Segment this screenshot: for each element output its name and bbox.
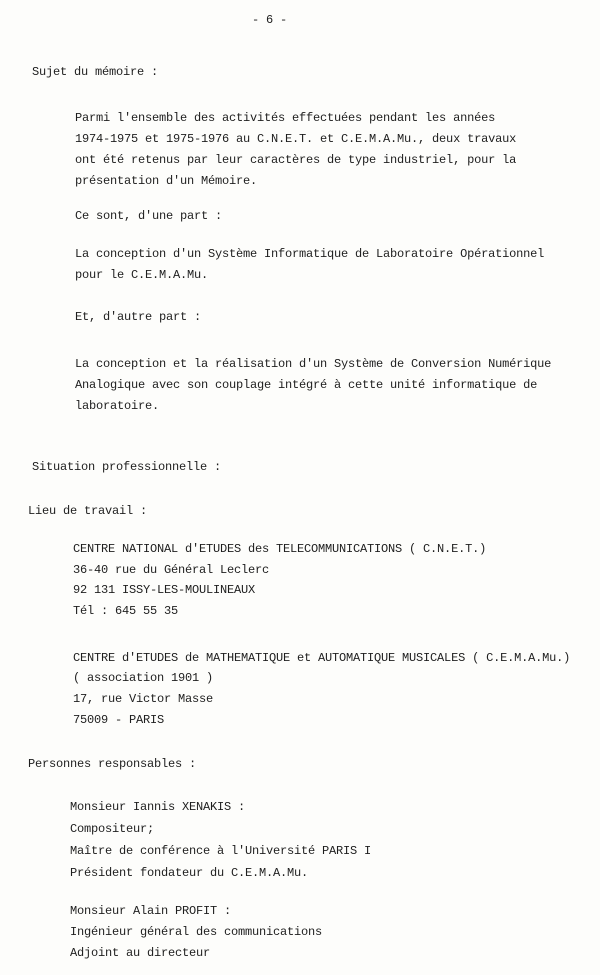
xenakis-title: Compositeur; — [70, 822, 155, 836]
cemamu-address-line: 75009 - PARIS — [73, 713, 165, 727]
situation-heading: Situation professionnelle : — [32, 460, 222, 474]
xenakis-title: Président fondateur du C.E.M.A.Mu. — [70, 866, 309, 880]
first-part-line: La conception d'un Système Informatique de Laboratoire Opérationnel — [75, 247, 545, 261]
xenakis-name: Monsieur Iannis XENAKIS : — [70, 800, 246, 814]
responsibles-heading: Personnes responsables : — [28, 757, 197, 771]
xenakis-title: Maître de conférence à l'Université PARIS I — [70, 844, 372, 858]
subject-paragraph-line: ont été retenus par leur caractères de type industriel, pour la — [75, 153, 517, 167]
second-part-line: laboratoire. — [75, 399, 160, 413]
cnet-address-line: 36-40 rue du Général Leclerc — [73, 563, 270, 577]
cnet-phone: Tél : 645 55 35 — [73, 604, 179, 618]
first-part-intro: Ce sont, d'une part : — [75, 209, 223, 223]
page-number: - 6 - — [252, 13, 288, 27]
cemamu-address-line: ( association 1901 ) — [73, 671, 214, 685]
second-part-line: La conception et la réalisation d'un Système de Conversion Numérique — [75, 357, 552, 371]
profit-title: Adjoint au directeur — [70, 946, 211, 960]
subject-heading: Sujet du mémoire : — [32, 65, 159, 79]
profit-title: Ingénieur général des communications — [70, 925, 323, 939]
cemamu-address-line: 17, rue Victor Masse — [73, 692, 214, 706]
subject-paragraph-line: présentation d'un Mémoire. — [75, 174, 258, 188]
cnet-address-line: CENTRE NATIONAL d'ETUDES des TELECOMMUNICATIONS ( C.N.E.T.) — [73, 542, 487, 556]
profit-name: Monsieur Alain PROFIT : — [70, 904, 232, 918]
workplace-heading: Lieu de travail : — [28, 504, 148, 518]
subject-paragraph-line: 1974-1975 et 1975-1976 au C.N.E.T. et C.E.M.A.Mu., deux travaux — [75, 132, 517, 146]
subject-paragraph-line: Parmi l'ensemble des activités effectuées pendant les années — [75, 111, 496, 125]
first-part-line: pour le C.E.M.A.Mu. — [75, 268, 209, 282]
cemamu-address-line: CENTRE d'ETUDES de MATHEMATIQUE et AUTOMATIQUE MUSICALES ( C.E.M.A.Mu.) — [73, 651, 571, 665]
second-part-line: Analogique avec son couplage intégré à cette unité informatique de — [75, 378, 538, 392]
cnet-address-line: 92 131 ISSY-LES-MOULINEAUX — [73, 583, 256, 597]
second-part-intro: Et, d'autre part : — [75, 310, 202, 324]
